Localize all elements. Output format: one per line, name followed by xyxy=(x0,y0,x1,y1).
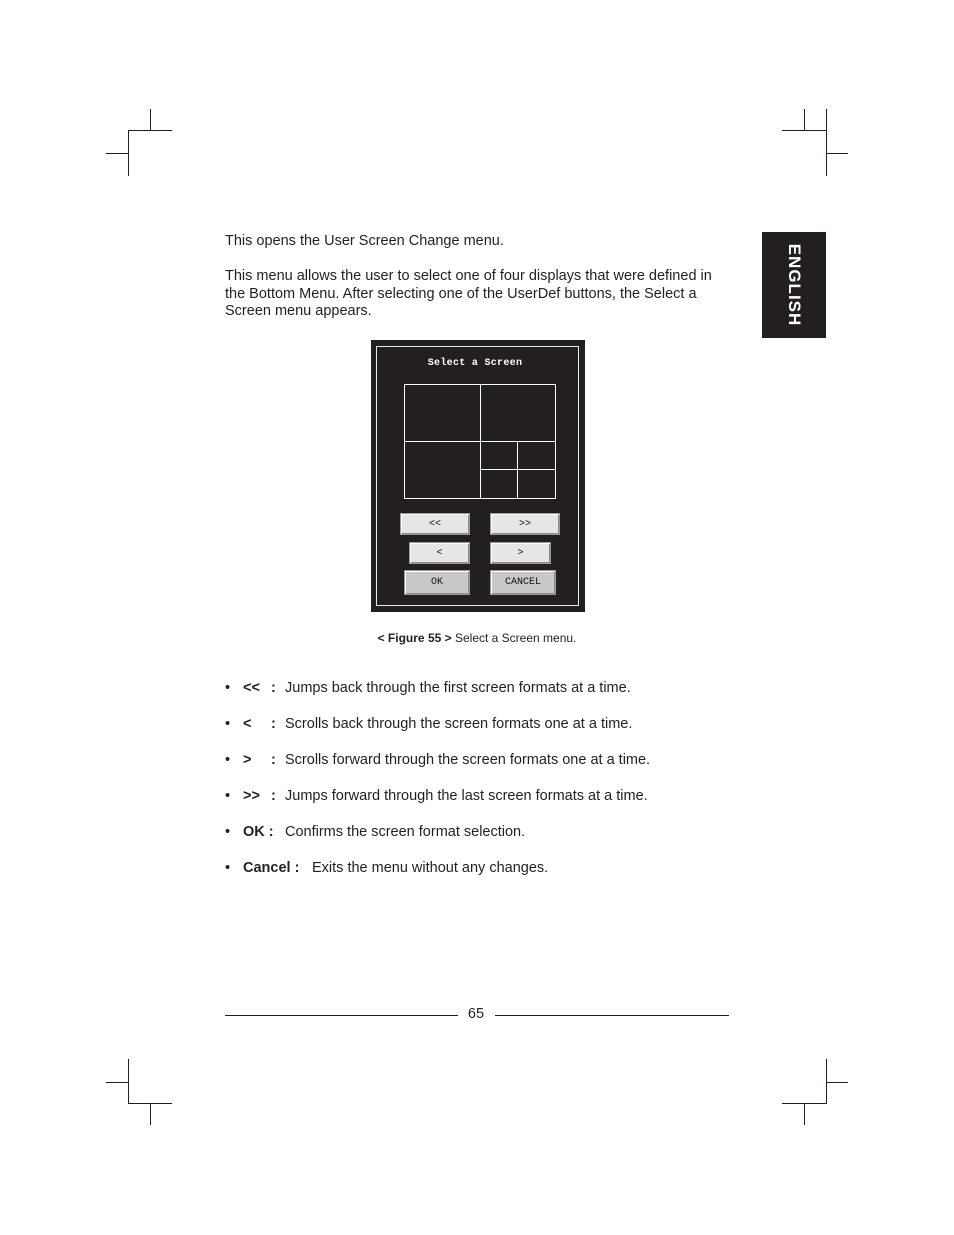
bullet-key: > xyxy=(243,752,252,768)
next-button[interactable]: > xyxy=(490,542,551,564)
bullet-colon: : xyxy=(271,716,276,732)
footer-rule-left xyxy=(225,1015,458,1016)
previous-button[interactable]: < xyxy=(409,542,470,564)
layout-divider-horizontal xyxy=(405,441,555,442)
bullet-key: OK : xyxy=(243,824,274,840)
intro-line: This opens the User Screen Change menu. xyxy=(225,233,504,249)
bullet-text: Confirms the screen format selection. xyxy=(285,824,526,840)
figure-caption xyxy=(0,631,954,645)
bullet-colon: : xyxy=(271,680,276,696)
last-button[interactable]: >> xyxy=(490,513,560,535)
screen-layout-preview xyxy=(404,384,556,499)
first-button[interactable]: << xyxy=(400,513,470,535)
bullet-text: Exits the menu without any changes. xyxy=(312,860,549,876)
bullet-dot: • xyxy=(225,824,231,840)
bullet-colon: : xyxy=(271,788,276,804)
language-tab xyxy=(762,232,826,338)
footer-rule-right xyxy=(495,1015,729,1016)
screen-title: Select a Screen xyxy=(427,358,523,369)
bullet-key: >> xyxy=(243,788,260,804)
bullet-text: Scrolls back through the screen formats one at a time. xyxy=(285,716,633,732)
bullet-key: < xyxy=(243,716,252,732)
screen-frame xyxy=(376,346,579,606)
bullet-dot: • xyxy=(225,752,231,768)
ok-button[interactable]: OK xyxy=(404,570,470,595)
bullet-key: << xyxy=(243,680,260,696)
bullet-text: Jumps back through the first screen formats at a time. xyxy=(285,680,631,696)
cancel-button[interactable]: CANCEL xyxy=(490,570,556,595)
bullet-dot: • xyxy=(225,716,231,732)
bullet-key: Cancel : xyxy=(243,860,300,876)
figure-caption-text: Select a Screen menu. xyxy=(454,631,577,645)
layout-divider-sub-horizontal xyxy=(480,469,555,470)
bullet-text: Jumps forward through the last screen formats at a time. xyxy=(285,788,648,804)
bullet-colon: : xyxy=(271,752,276,768)
bullet-dot: • xyxy=(225,788,231,804)
bullet-dot: • xyxy=(225,680,231,696)
bullet-dot: • xyxy=(225,860,231,876)
intro-paragraph: This menu allows the user to select one of four displays that were defined in the Bottom Menu. After selecting one of the UserDef buttons, the Select a Screen menu appears. xyxy=(225,268,712,319)
language-tab-label: ENGLISH xyxy=(785,243,804,327)
figure-caption-label: < Figure 55 > xyxy=(377,631,452,645)
page-number: 65 xyxy=(467,1006,485,1022)
select-screen-figure xyxy=(371,340,585,612)
bullet-text: Scrolls forward through the screen formats one at a time. xyxy=(285,752,651,768)
